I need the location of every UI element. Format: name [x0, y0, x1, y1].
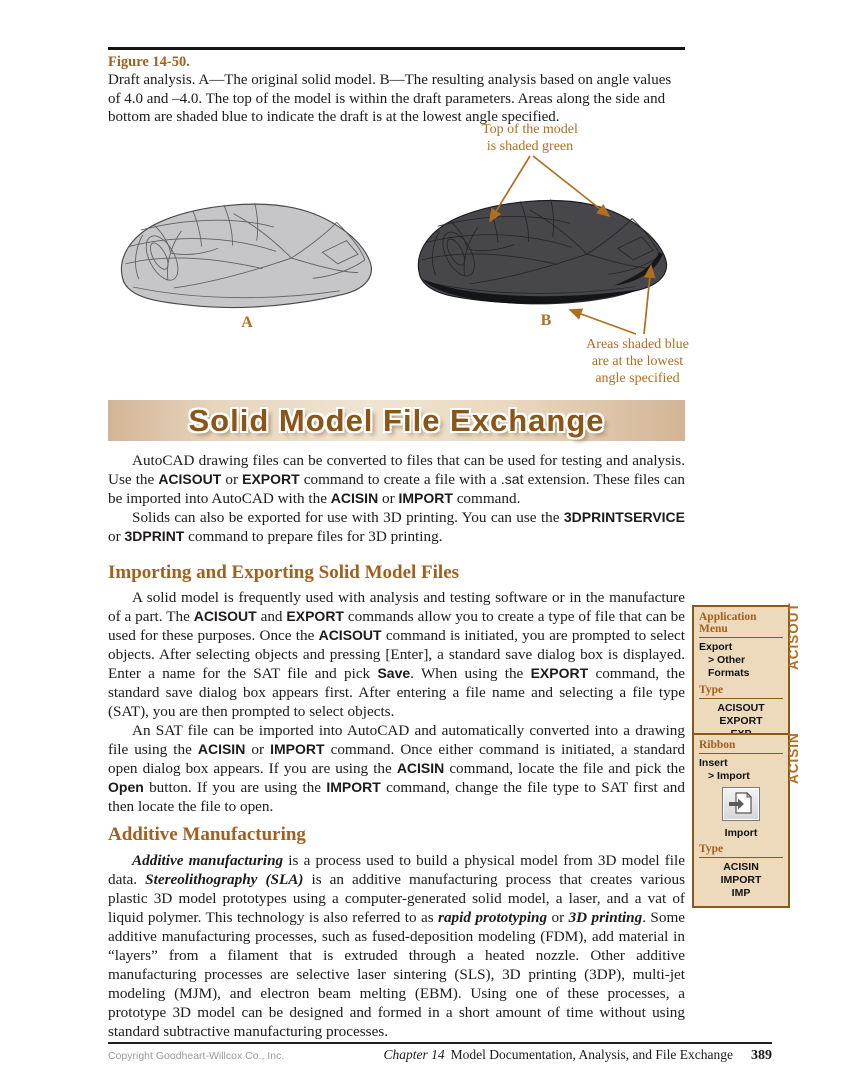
chapter-banner [108, 400, 685, 441]
model-a-label: A [241, 314, 253, 331]
box-heading-type: Type [699, 843, 783, 858]
box-heading-ribbon: Ribbon [699, 739, 783, 754]
chapter-banner-title: Solid Model File Exchange [188, 402, 605, 438]
ribbon-path-import: > Import [708, 770, 750, 782]
model-b-label: B [540, 312, 552, 329]
footer [108, 1047, 772, 1064]
paragraph: A solid model is frequently used with analysis and testing software or in the manufacture of a part. The ACISOUT and EXPORT commands allow you to create a type of file that can be used for these purposes. Once the ACISOUT command is initiated, you are prompted to select objects. After selecting objects and pressing [Enter], a standard save dialog box is displayed. Enter a name for the SAT file and pick Save. When using the EXPORT command, the standard save dialog box appears first. After entering a file name and selecting a file type (SAT), you are then prompted to select objects. [108, 589, 686, 720]
command-aliases: ACISOUT EXPORT [717, 702, 765, 727]
margin-tab-acisin: ACISIN [786, 732, 801, 784]
footer-chapter-title: Model Documentation, Analysis, and File Exchange [450, 1047, 733, 1062]
paragraph: Solids can also be exported for use with 3D printing. You can use the 3DPRINTSERVICE or 3DPRINT command to prepare files for 3D printing. [108, 509, 685, 545]
intro-paragraphs [108, 451, 685, 546]
command-aliases: ACISIN IMPORT IMP [720, 861, 762, 899]
footer-chapter-number: Chapter 14 [383, 1047, 445, 1062]
footer-page-number: 389 [751, 1048, 772, 1063]
margin-tab-acisout: ACISOUT [786, 602, 801, 670]
section-heading-importing-exporting: Importing and Exporting Solid Model Files [108, 562, 460, 583]
paragraph: Additive manufacturing is a process used to build a physical model from 3D model file data. Stereolithography (SLA) is an additive manufacturing process that creates various plastic 3D model prototypes using a computer-generated solid model, a laser, and a vat of liquid polymer. This technology is also referred to as rapid prototyping or 3D printing. Some additive manufacturing processes, such as fused-deposition modeling (FDM), add material in “layers” from a filament that is extruded through a heated nozzle. Other additive manufacturing processes are selective laser sintering (SLS), 3D printing (3DP), multi-jet modeling (MJM), and electron beam melting (EBM). Using one of these processes, a prototype 3D model can be designed and formed in a short amount of time without using standard subtractive manufacturing processes. [108, 852, 686, 1040]
command-reference-box-acisout [692, 605, 790, 749]
top-rule [108, 47, 685, 50]
figure-area [100, 118, 720, 393]
footer-copyright: Copyright Goodheart-Willcox Co., Inc. [108, 1050, 285, 1062]
section1-paragraphs [108, 588, 685, 816]
box-heading-application-menu: Application Menu [699, 611, 783, 638]
import-file-icon [722, 787, 760, 821]
figure-label: Figure 14-50. [108, 54, 190, 70]
menu-path-other-formats: > Other Formats [708, 654, 750, 679]
import-icon-label: Import [724, 827, 758, 839]
menu-path-export: Export [699, 641, 733, 653]
annotation-bottom: Areas shaded blue are at the lowest angle specified [586, 337, 689, 386]
figure-caption: Draft analysis. A—The original solid model. B—The resulting analysis based on angle values of 4.0 and –4.0. The top of the model is within the draft parameters. Areas along the side and bottom are shaded blue to indicate the draft is at the lowest angle specified. [108, 72, 672, 126]
ribbon-path-insert: Insert [699, 757, 728, 769]
paragraph: An SAT file can be imported into AutoCAD and automatically converted into a drawing file using the ACISIN or IMPORT command. Once either command is initiated, a standard open dialog box appears. If you are using the ACISIN command, locate the file and pick the Open button. If you are using the IMPORT command, change the file type to SAT first and then locate the file to open. [108, 722, 686, 815]
section-heading-additive-manufacturing: Additive Manufacturing [108, 824, 306, 845]
command-reference-box-acisin [692, 733, 790, 908]
footer-rule [108, 1042, 772, 1044]
box-heading-type: Type [699, 684, 783, 699]
annotation-top: Top of the model is shaded green [482, 122, 578, 154]
paragraph: AutoCAD drawing files can be converted to files that can be used for testing and analysis. Use the ACISOUT or EXPORT command to create a file with a .sat extension. These files can be imported into AutoCAD with the ACISIN or IMPORT command. [108, 452, 685, 507]
section2-paragraphs [108, 851, 685, 1041]
